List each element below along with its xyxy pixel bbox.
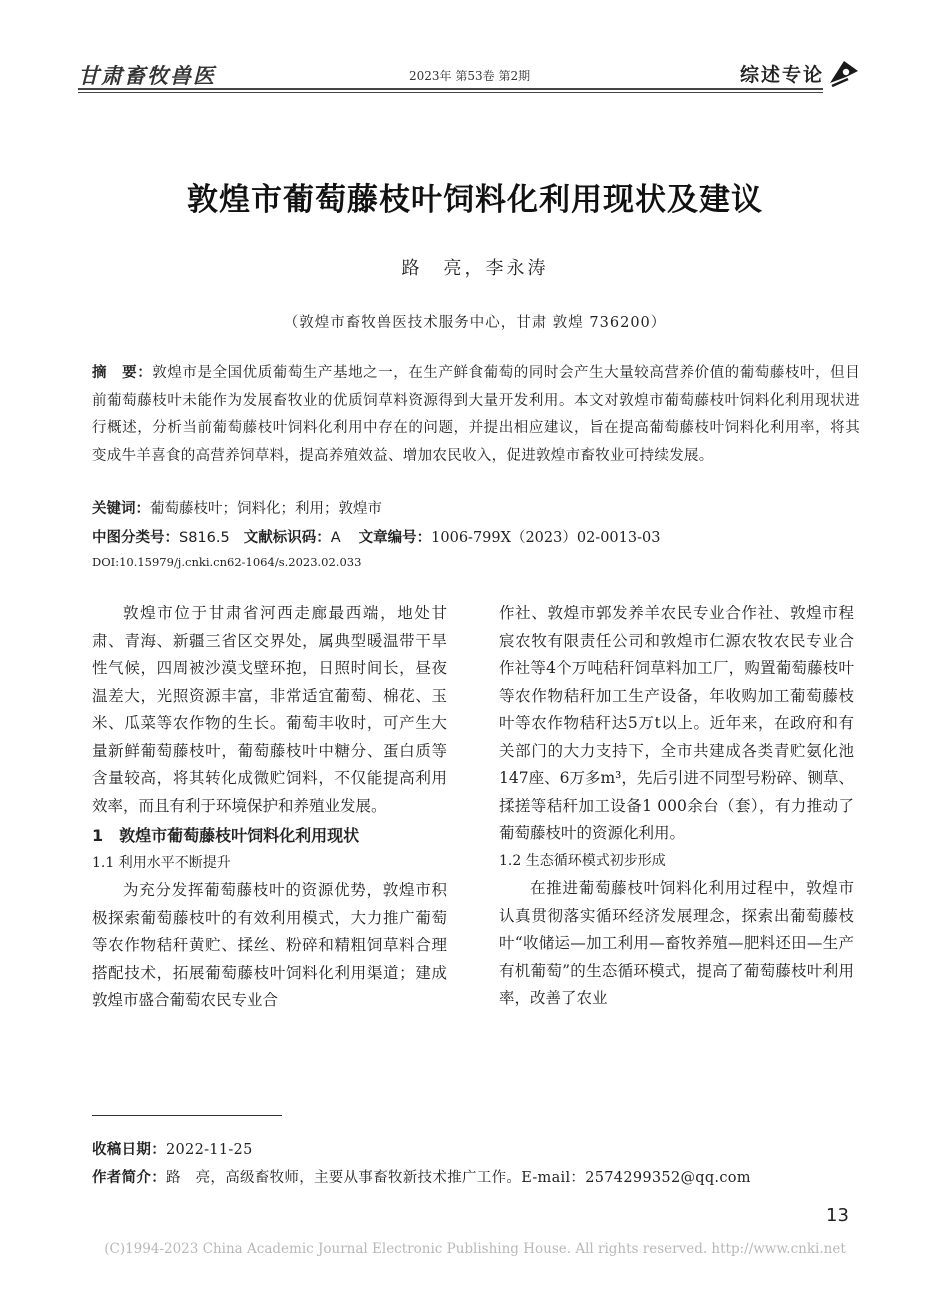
doc-code-value: A bbox=[330, 530, 341, 546]
abstract-text: 敦煌市是全国优质葡萄生产基地之一，在生产鲜食葡萄的同时会产生大量较高营养价值的葡萄藤枝叶，但目前葡萄藤枝叶未能作为发展畜牧业的优质饲草料资源得到大量开发利用。本文对敦煌市葡萄藤枝叶饲料化利用现状进行概述，分析当前葡萄藤枝叶饲料化利用中存在的问题，并提出相应建议，旨在提高葡萄藤枝叶饲料化利用率，将其变成牛羊喜食的高营养饲草料，提高养殖效益、增加农民收入，促进敦煌市畜牧业可持续发展。 bbox=[92, 365, 860, 464]
section-heading-1: 1 敦煌市葡萄藤枝叶饲料化利用现状 bbox=[92, 826, 360, 845]
keywords-label: 关键词： bbox=[92, 501, 150, 517]
section-name: 综述专论 bbox=[740, 64, 825, 86]
body-paragraph: 作社、敦煌市郭发养羊农民专业合作社、敦煌市程宸农牧有限责任公司和敦煌市仁源农牧农民专业合作社等4个万吨秸秆饲草料加工厂，购置葡萄藤枝叶等农作物秸秆加工生产设备，年收购加工葡萄藤枝叶等农作物秸秆达5万t以上。近年来，在政府和有关部门的大力支持下，全市共建成各类青贮氨化池147座、6万多m³，先后引进不同型号粉碎、铡草、揉搓等秸秆加工设备1 000余台（套），有力推动了葡萄藤枝叶的资源化利用。 bbox=[499, 604, 854, 842]
author-info-label: 作者简介： bbox=[92, 1170, 166, 1186]
doc-code-label: 文献标识码： bbox=[243, 530, 331, 546]
author-info-line bbox=[92, 1166, 751, 1187]
authors: 路 亮，李永涛 bbox=[401, 258, 549, 279]
clc-value: S816.5 bbox=[179, 530, 230, 546]
subsection-heading-1-2: 1.2 生态循环模式初步形成 bbox=[499, 852, 666, 869]
body-paragraph: 为充分发挥葡萄藤枝叶的资源优势，敦煌市积极探索葡萄藤枝叶的有效利用模式，大力推广葡萄等农作物秸秆黄贮、揉丝、粉碎和精粗饲草料合理搭配技术，拓展葡萄藤枝叶饲料化利用渠道；建成敦煌市盛合葡萄农民专业合 bbox=[92, 881, 447, 1009]
copyright-watermark: (C)1994-2023 China Academic Journal Electronic Publishing House. All rights reserved. http://www.cnki.net bbox=[104, 1241, 846, 1257]
body-column-right bbox=[499, 600, 854, 1013]
classification-line bbox=[92, 526, 872, 547]
author-info: 路 亮，高级畜牧师，主要从事畜牧新技术推广工作。E-mail：2574299352@qq.com bbox=[166, 1170, 751, 1186]
body-paragraph: 在推进葡萄藤枝叶饲料化利用过程中，敦煌市认真贯彻落实循环经济发展理念，探索出葡萄藤枝叶“收储运—加工利用—畜牧养殖—肥料还田—生产有机葡萄”的生态循环模式，提高了葡萄藤枝叶利用率，改善了农业 bbox=[499, 879, 854, 1007]
keywords-line bbox=[92, 497, 872, 518]
keywords: 葡萄藤枝叶；饲料化；利用；敦煌市 bbox=[150, 501, 382, 517]
abstract bbox=[92, 360, 860, 470]
header-rule bbox=[78, 88, 823, 90]
doi: DOI:10.15979/j.cnki.cn62-1064/s.2023.02.033 bbox=[92, 555, 362, 569]
body-paragraph: 敦煌市位于甘肃省河西走廊最西端，地处甘肃、青海、新疆三省区交界处，属典型暖温带干旱性气候，四周被沙漠戈壁环抱，日照时间长，昼夜温差大，光照资源丰富，非常适宜葡萄、棉花、玉米、瓜菜等农作物的生长。葡萄丰收时，可产生大量新鲜葡萄藤枝叶，葡萄藤枝叶中糖分、蛋白质等含量较高，将其转化成微贮饲料，不仅能提高利用效率，而且有利于环境保护和养殖业发展。 bbox=[92, 604, 447, 815]
article-title: 敦煌市葡萄藤枝叶饲料化利用现状及建议 bbox=[187, 182, 763, 218]
clc-label: 中图分类号： bbox=[92, 530, 179, 546]
body-column-left bbox=[92, 600, 447, 1015]
affiliation: （敦煌市畜牧兽医技术服务中心，甘肃 敦煌 736200） bbox=[283, 315, 667, 331]
header-rule-thin bbox=[78, 92, 823, 93]
received-date: 2022-11-25 bbox=[166, 1142, 253, 1158]
journal-name: 甘肃畜牧兽医 bbox=[78, 63, 216, 88]
footnote-rule bbox=[92, 1115, 282, 1116]
subsection-heading-1-1: 1.1 利用水平不断提升 bbox=[92, 854, 231, 871]
abstract-label: 摘 要： bbox=[92, 365, 153, 381]
issue-info: 2023年 第53卷 第2期 bbox=[409, 69, 531, 83]
article-no-label: 文章编号： bbox=[358, 530, 432, 546]
received-date-line bbox=[92, 1138, 253, 1159]
received-label: 收稿日期： bbox=[92, 1142, 166, 1158]
page-number: 13 bbox=[826, 1205, 849, 1226]
section-logo-icon bbox=[826, 55, 862, 91]
article-no-value: 1006-799X（2023）02-0013-03 bbox=[431, 530, 661, 546]
